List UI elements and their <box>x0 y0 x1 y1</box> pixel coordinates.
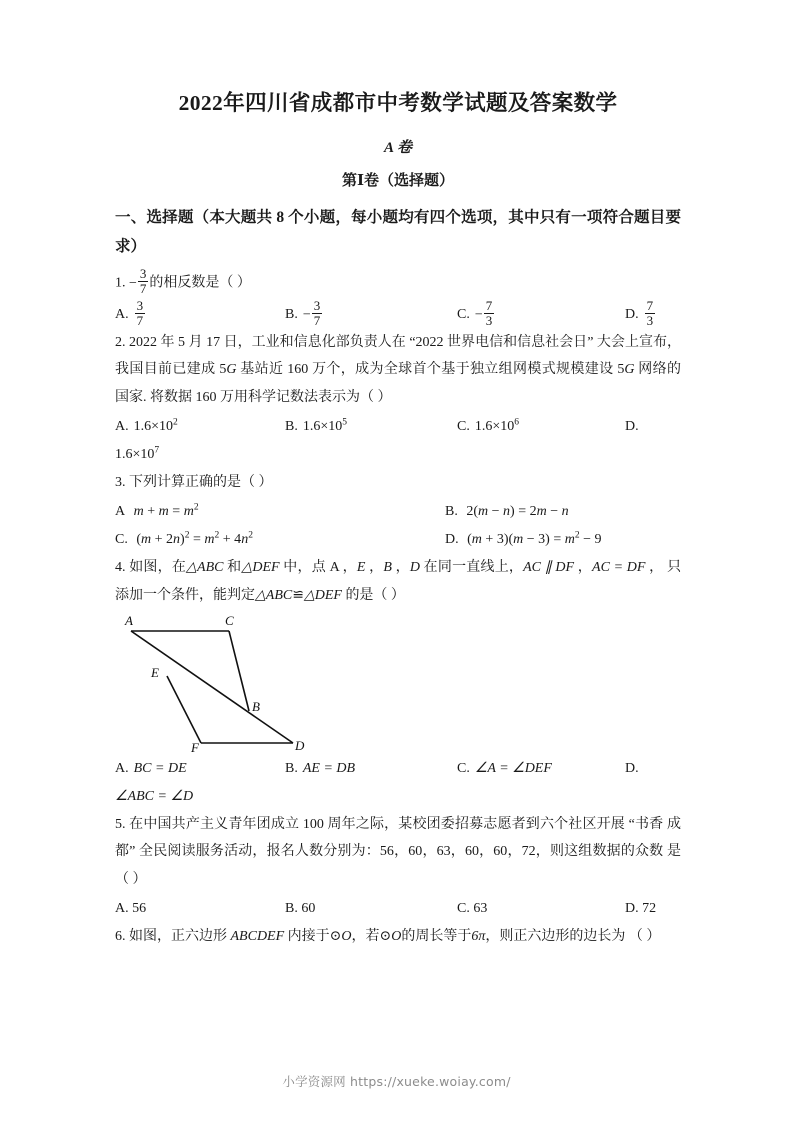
fraction <box>312 299 323 328</box>
q2-var-g1: G <box>226 362 237 378</box>
option-row <box>115 755 681 783</box>
option-label: C. <box>457 419 470 435</box>
fraction-numerator: 3 <box>136 297 144 313</box>
option-3-a[interactable]: A $m + m = m^2$ <box>115 502 199 520</box>
q4-mid6: ， <box>574 560 593 576</box>
option-label: C. <box>115 532 128 548</box>
q4-parallel: AC ∥ DF <box>523 560 575 576</box>
fraction <box>484 299 495 328</box>
label-e: E <box>151 664 159 680</box>
question-1-number: 1. <box>115 275 126 291</box>
label-d: D <box>295 737 305 753</box>
option-4-d[interactable] <box>625 755 644 783</box>
fraction-denominator: 3 <box>485 312 493 328</box>
option-label: A <box>115 504 126 520</box>
option-label: A. <box>115 760 129 776</box>
question-4-figure <box>121 613 321 753</box>
question-5-line-1: 5. 在中国共产主义青年团成立 100 周年之际，某校团委招募志愿者到六个社区开展 “书香 <box>115 816 664 832</box>
question-1-stem <box>115 267 681 297</box>
label-b: B <box>252 698 260 714</box>
q4-equal: AC = DF <box>592 560 646 576</box>
question-2-line-1: 2. 2022 年 5 月 17 日，工业和信息化部负责人在 “2022 世界电信和信息社会日” 大会上宣布， <box>115 335 681 351</box>
section-heading: 一、选择题（本大题共 8 个小题，每小题均有四个选项，其中只有一项符合题目要求） <box>115 208 681 255</box>
option-2-d[interactable] <box>625 413 644 441</box>
option-5-d[interactable]: D. 72 <box>625 900 657 916</box>
option-1-c[interactable] <box>457 299 625 329</box>
q2-var-g2: G <box>624 362 635 378</box>
two-triangles-svg <box>121 613 321 753</box>
option-2-a[interactable] <box>115 413 285 441</box>
q4-cong-symbol: ≌ <box>292 587 304 603</box>
question-5-line-2: 成都” 全民阅读服务活动，报名人数分别为：56，60，63，60，60，72，则这组数据的众数 <box>115 816 681 860</box>
option-2-c[interactable] <box>457 413 625 441</box>
q4-end: ， <box>645 560 664 576</box>
segment-a-to-d <box>131 631 293 743</box>
q4-pre: 4. 如图，在 <box>115 560 187 576</box>
option-1-d[interactable] <box>625 299 656 329</box>
option-3-d[interactable]: D. $(m + 3)(m - 3) = m^2 - 9$ <box>445 530 602 548</box>
q4-point-e: E <box>356 560 366 576</box>
q4-mid1: 和 <box>223 560 242 576</box>
part-label: 第Ⅰ卷（选择题） <box>341 172 455 189</box>
q4-triangle-abc: △ABC <box>186 560 224 576</box>
option-row-wrapped <box>115 783 681 811</box>
option-text: ∠ABC = ∠D <box>115 788 194 804</box>
question-5 <box>115 811 681 893</box>
option-mantissa: 1.6×10 <box>302 419 343 435</box>
q6-mid: 内接于⊙ <box>284 928 342 944</box>
option-text: BC = DE <box>133 760 187 776</box>
question-1-suffix: 的相反数是（ ） <box>149 275 251 291</box>
q6-pre: 6. 如图，正六边形 <box>115 928 231 944</box>
option-text: AE = DB <box>302 760 356 776</box>
segment-ef <box>167 676 201 743</box>
option-label: A. <box>115 419 129 435</box>
q4-mid3: ， <box>365 560 384 576</box>
option-exponent: 5 <box>342 417 348 428</box>
question-5-line-3: 是（ ） <box>115 844 681 887</box>
q6-polygon-name: ABCDEF <box>230 928 285 944</box>
question-6-line-2: （ ） <box>628 928 661 944</box>
paper-label-text: A 卷 <box>384 139 412 156</box>
fraction-sign: − <box>129 275 137 291</box>
option-exponent: 6 <box>514 417 520 428</box>
fraction-numerator: 7 <box>646 297 654 313</box>
option-3-c[interactable]: C. $(m + 2n)^2 = m^2 + 4n^2$ <box>115 530 253 548</box>
fraction <box>135 299 146 328</box>
option-text: ∠A = ∠DEF <box>474 760 552 776</box>
q6-circle-o2: O <box>391 928 402 944</box>
option-4-d-value[interactable] <box>115 783 193 811</box>
option-label: B. <box>285 760 298 776</box>
q4-point-b: B <box>383 560 392 576</box>
option-2-b[interactable] <box>285 413 457 441</box>
option-row <box>115 498 681 526</box>
fraction-denominator: 7 <box>136 312 144 328</box>
fraction <box>138 267 149 296</box>
question-2-line-3: 国家. 将数据 160 万用科学记数法表示为（ ） <box>115 389 392 405</box>
question-2-line-2 <box>115 362 681 377</box>
option-row <box>115 413 681 441</box>
option-mantissa: 1.6×10 <box>474 419 515 435</box>
q4-mid5: 在同一直线上， <box>419 560 524 576</box>
page-title: 2022年四川省成都市中考数学试题及答案数学 <box>178 91 618 115</box>
q4-cong-b: △DEF <box>303 587 342 603</box>
option-label: D. <box>625 419 639 435</box>
question-5-options <box>115 895 681 923</box>
watermark: 小学资源网 https://xueke.woiay.com/ <box>282 1074 511 1089</box>
option-mantissa: 1.6×10 <box>133 419 174 435</box>
question-2-options <box>115 413 681 469</box>
question-6-line-1 <box>115 929 625 944</box>
fraction-denominator: 7 <box>139 281 147 297</box>
option-1-b[interactable] <box>285 299 457 329</box>
option-label: B. <box>285 307 298 323</box>
option-mantissa: 1.6×10 <box>115 447 155 463</box>
q6-circle-o1: O <box>341 928 352 944</box>
q4-mid2: 中，点 A ， <box>279 560 357 576</box>
option-2-d-value[interactable] <box>115 441 159 469</box>
fraction-numerator: 3 <box>139 266 147 282</box>
option-label: A. <box>115 307 129 323</box>
option-4-a[interactable] <box>115 755 285 783</box>
option-row-wrapped <box>115 441 681 469</box>
fraction <box>645 299 656 328</box>
option-5-a[interactable]: A. 56 <box>115 900 147 916</box>
option-exponent: 2 <box>173 417 178 428</box>
question-1-fraction <box>129 266 149 297</box>
q6-mid3: 的周长等于 <box>401 928 472 944</box>
q4-l2-end: 的是（ ） <box>341 587 405 603</box>
fraction-denominator: 3 <box>646 312 654 328</box>
option-label: D. <box>445 532 459 548</box>
option-label: C. <box>457 760 470 776</box>
q6-mid2: ，若⊙ <box>351 928 392 944</box>
q2-l2-b: 基站近 160 万个，成为全球首个基于独立组网模式规模建设 5 <box>236 362 625 378</box>
page-content <box>115 90 681 952</box>
question-4-line-1 <box>115 560 663 575</box>
label-f: F <box>191 739 199 753</box>
question-3-options <box>115 498 681 554</box>
q4-cong-a: △ABC <box>255 587 293 603</box>
q2-l2-a: 我国目前已建成 5 <box>115 362 227 378</box>
option-exponent: 7 <box>154 445 160 456</box>
q6-circumference: 6π <box>471 928 486 944</box>
fraction-denominator: 7 <box>313 312 321 328</box>
question-1-options <box>115 299 681 329</box>
question-4 <box>115 554 681 609</box>
option-4-c[interactable] <box>457 755 625 783</box>
option-row <box>115 299 681 329</box>
option-label: D. <box>625 760 639 776</box>
fraction-numerator: 3 <box>313 297 321 313</box>
question-2 <box>115 329 681 411</box>
q4-triangle-def: △DEF <box>241 560 280 576</box>
paper-label <box>115 136 681 157</box>
option-label: C. <box>457 307 470 323</box>
option-label: B. <box>445 504 458 520</box>
option-5-c[interactable]: C. 63 <box>457 900 488 916</box>
label-c: C <box>225 612 234 628</box>
option-5-b[interactable]: B. 60 <box>285 900 316 916</box>
fraction-numerator: 7 <box>485 297 493 313</box>
q2-l2-c: 网络的 <box>634 362 682 378</box>
question-4-options <box>115 755 681 811</box>
question-3 <box>115 469 681 496</box>
option-sign: − <box>302 307 311 323</box>
question-6 <box>115 923 681 950</box>
option-3-b[interactable]: B. 2(m − n) = 2m − n <box>445 504 569 520</box>
q4-mid4: ， <box>391 560 410 576</box>
question-1 <box>115 267 681 297</box>
option-label: D. <box>625 307 639 323</box>
option-row <box>115 895 681 923</box>
option-label: B. <box>285 419 298 435</box>
option-4-b[interactable] <box>285 755 457 783</box>
q4-point-d: D <box>409 560 420 576</box>
q6-end: ，则正六边形的边长为 <box>485 928 626 944</box>
option-1-a[interactable] <box>115 299 285 329</box>
label-a: A <box>125 612 133 628</box>
segment-cb <box>229 631 249 711</box>
question-3-stem: 3. 下列计算正确的是（ ） <box>115 475 273 491</box>
option-row <box>115 526 681 554</box>
q4-l2-pre: 只添加一个条件，能判定 <box>115 560 682 603</box>
option-sign: − <box>474 307 483 323</box>
